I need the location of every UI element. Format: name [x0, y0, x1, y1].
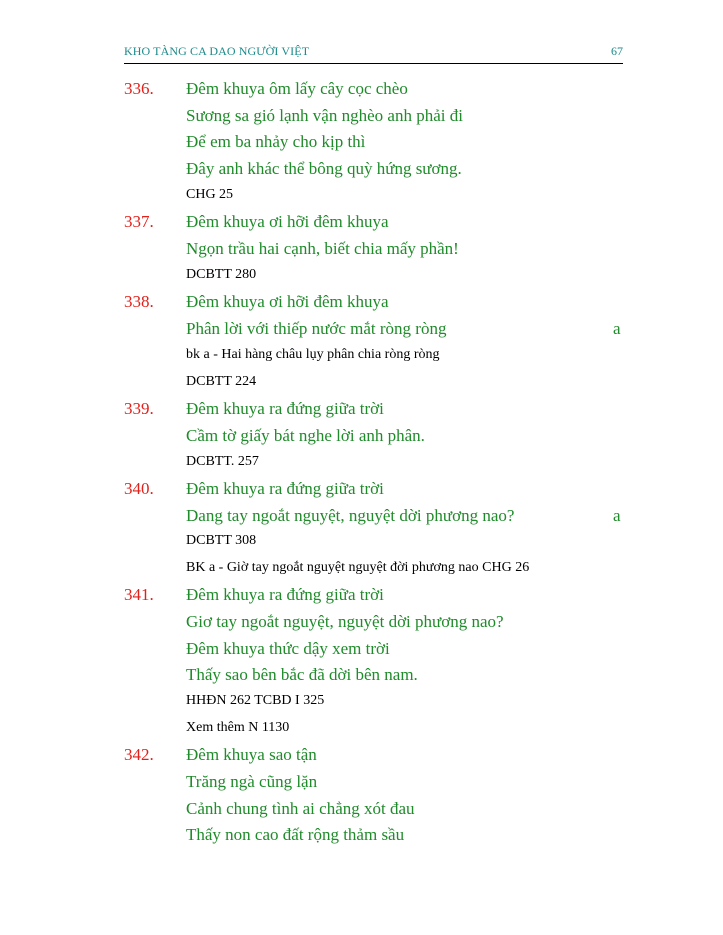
verse-line: Dang tay ngoắt nguyệt, nguyệt dời phương nao?: [186, 506, 515, 525]
verse-line: Đêm khuya ôm lấy cây cọc chèo: [186, 79, 408, 98]
variant-marker: a: [613, 506, 621, 525]
verse-line: Đêm khuya ơi hỡi đêm khuya: [186, 292, 389, 311]
variant-marker: a: [613, 319, 621, 338]
source-note: HHĐN 262 TCBD I 325: [186, 693, 325, 708]
source-note: DCBTT 224: [186, 374, 257, 389]
source-note: DCBTT 308: [186, 533, 257, 548]
page-number: 67: [611, 44, 623, 58]
verse-line: Đây anh khác thể bông quỳ hứng sương.: [186, 159, 462, 178]
verse-line: Trăng ngà cũng lặn: [186, 772, 318, 791]
variant-note: BK a - Giờ tay ngoắt nguyệt nguyệt đời phương nao CHG 26: [186, 560, 530, 575]
entry-number: 337.: [124, 212, 154, 231]
book-title: KHO TÀNG CA DAO NGƯỜI VIỆT: [124, 44, 310, 58]
source-note: CHG 25: [186, 187, 234, 202]
verse-line: Phân lời với thiếp nước mắt ròng ròng: [186, 319, 447, 338]
verse-line: Đêm khuya ra đứng giữa trời: [186, 585, 384, 604]
verse-line: Đêm khuya ra đứng giữa trời: [186, 479, 384, 498]
verse-line: Ngọn trầu hai cạnh, biết chia mấy phần!: [186, 239, 459, 258]
entry-number: 340.: [124, 479, 154, 498]
verse-line: Giơ tay ngoắt nguyệt, nguyệt dời phương nao?: [186, 612, 504, 631]
entry-number: 339.: [124, 399, 154, 418]
verse-line: Đêm khuya sao tận: [186, 745, 317, 764]
running-header: [124, 44, 623, 64]
verse-line: Đêm khuya ơi hỡi đêm khuya: [186, 212, 389, 231]
entry-number: 336.: [124, 79, 154, 98]
verse-line: Cảnh chung tình ai chẳng xót đau: [186, 799, 415, 818]
source-note: DCBTT 280: [186, 267, 257, 282]
entry-number: 342.: [124, 745, 154, 764]
entry-number: 338.: [124, 292, 154, 311]
verse-line: Đêm khuya ra đứng giữa trời: [186, 399, 384, 418]
verse-line: Để em ba nhảy cho kịp thì: [186, 132, 366, 151]
entry-number: 341.: [124, 585, 154, 604]
verse-line: Cầm tờ giấy bát nghe lời anh phân.: [186, 426, 425, 445]
verse-line: Thấy non cao đất rộng thảm sầu: [186, 825, 405, 844]
variant-note: bk a - Hai hàng châu lụy phân chia ròng ròng: [186, 347, 440, 362]
verse-line: Thấy sao bên bắc đã dời bên nam.: [186, 665, 418, 684]
cross-reference-note: Xem thêm N 1130: [186, 720, 290, 735]
verse-line: Đêm khuya thức dậy xem trời: [186, 639, 390, 658]
source-note: DCBTT. 257: [186, 454, 259, 469]
verse-line: Sương sa gió lạnh vận nghèo anh phải đi: [186, 106, 463, 125]
